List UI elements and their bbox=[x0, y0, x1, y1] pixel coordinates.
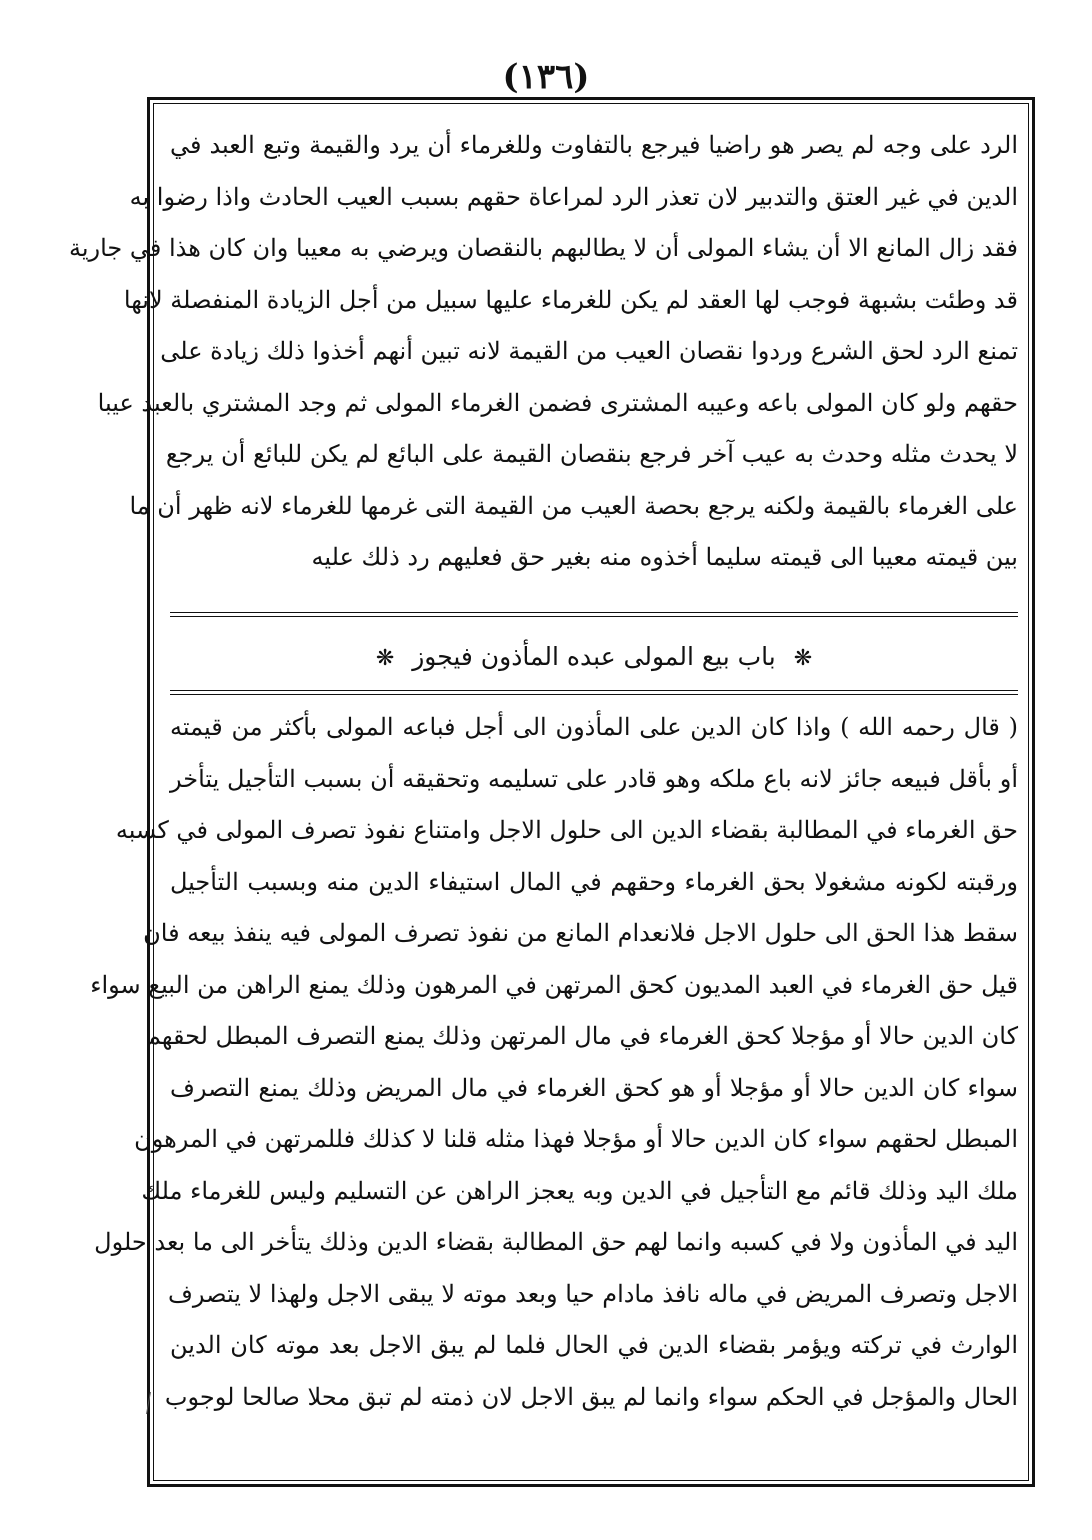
section-heading bbox=[170, 632, 1018, 682]
text-line: كان الدين حالا أو مؤجلا كحق الغرماء في مال المرتهن وذلك يمنع التصرف المبطل لحقهم bbox=[145, 1022, 1018, 1050]
top-paragraph bbox=[68, 120, 1018, 584]
text-line: الحال والمؤجل في الحكم سواء وانما لم يبق الاجل لان ذمته لم تبق محلا صالحا لوجوب bbox=[164, 1382, 1018, 1411]
text-line: حق الغرماء في المطالبة بقضاء الدين الى حلول الاجل وامتناع نفوذ تصرف المولى في كسبه bbox=[115, 816, 1018, 844]
section-divider-top bbox=[170, 612, 1018, 617]
text-line: ( قال رحمه الله ) واذا كان الدين على المأذون الى أجل فباعه المولى بأكثر من قيمته bbox=[170, 713, 1018, 741]
text-line: بين قيمته معيبا الى قيمته سليما أخذوه منه بغير حق فعليهم رد ذلك عليه bbox=[311, 543, 1018, 571]
text-line: ورقبته لكونه مشغولا بحق الغرماء وحقهم في المال استيفاء الدين منه وبسبب التأجيل bbox=[170, 867, 1018, 896]
text-line: اليد في المأذون ولا في كسبه وانما لهم حق المطالبة بقضاء الدين وذلك يتأخر الى ما بعد حلول bbox=[94, 1228, 1018, 1256]
text-line: فقد زال المانع الا أن يشاء المولى أن لا يطالبهم بالنقصان ويرضي به معيبا وان كان هذا في جارية bbox=[68, 234, 1018, 262]
page-number: (١٣٦) bbox=[502, 57, 590, 97]
ornament-right-icon: ❋ bbox=[793, 645, 813, 671]
ornament-left-icon: ❋ bbox=[375, 645, 395, 671]
text-line: سقط هذا الحق الى حلول الاجل فلانعدام المانع من نفوذ تصرف المولى فيه ينفذ بيعه فان bbox=[143, 919, 1018, 947]
text-line: قيل حق الغرماء في العبد المديون كحق المرتهن في المرهون وذلك يمنع الراهن من البيع سواء bbox=[90, 970, 1018, 999]
section-divider-bottom bbox=[170, 690, 1018, 695]
section-title: باب بيع المولى عبده المأذون فيجوز bbox=[412, 642, 776, 671]
text-line: على الغرماء بالقيمة ولكنه يرجع بحصة العيب من القيمة التى غرمها للغرماء لانه ظهر أن ما bbox=[129, 491, 1018, 520]
text-line: الدين في غير العتق والتدبير لان تعذر الرد لمراعاة حقهم بسبب العيب الحادث واذا رضوا به bbox=[129, 182, 1018, 211]
text-line: الوارث في تركته ويؤمر بقضاء الدين في الحال فلما لم يبق الاجل بعد موته كان الدين bbox=[170, 1331, 1018, 1359]
text-line: قد وطئت بشبهة فوجب لها العقد لم يكن للغرماء عليها سبيل من أجل الزيادة المنفصلة لانها bbox=[123, 285, 1018, 314]
text-line: سواء كان الدين حالا أو مؤجلا أو هو كحق الغرماء في مال المريض وذلك يمنع التصرف bbox=[170, 1073, 1018, 1102]
text-line: ملك اليد وذلك قائم مع التأجيل في الدين وبه يعجز الراهن عن التسليم وليس للغرماء ملك bbox=[141, 1176, 1018, 1205]
text-line: الاجل وتصرف المريض في ماله نافذ مادام حيا وبعد موته لا يبقى الاجل ولهذا لا يتصرف bbox=[168, 1279, 1018, 1308]
text-line: لا يحدث مثله وحدث به عيب آخر فرجع بنقصان القيمة على البائع لم يكن للبائع أن يرجع bbox=[165, 440, 1018, 468]
text-line: المبطل لحقهم سواء كان الدين حالا أو مؤجلا فهذا مثله قلنا لا كذلك فللمرتهن في المرهون bbox=[134, 1125, 1018, 1153]
text-line: حقهم ولو كان المولى باعه وعيبه المشترى فضمن الغرماء المولى ثم وجد المشتري بالعبد عيبا bbox=[97, 388, 1018, 417]
text-line: الرد على وجه لم يصر هو راضيا فيرجع بالتفاوت وللغرماء أن يرد والقيمة وتبع العبد في bbox=[170, 131, 1018, 159]
text-line: أو بأقل فبيعه جائز لانه باع ملكه وهو قادر على تسليمه وتحقيقه أن بسبب التأجيل يتأخر bbox=[170, 764, 1018, 793]
bottom-paragraph bbox=[90, 702, 1018, 1423]
text-line: تمنع الرد لحق الشرع وردوا نقصان العيب من القيمة لانه تبين أنهم أخذوا ذلك زيادة على bbox=[160, 337, 1018, 365]
